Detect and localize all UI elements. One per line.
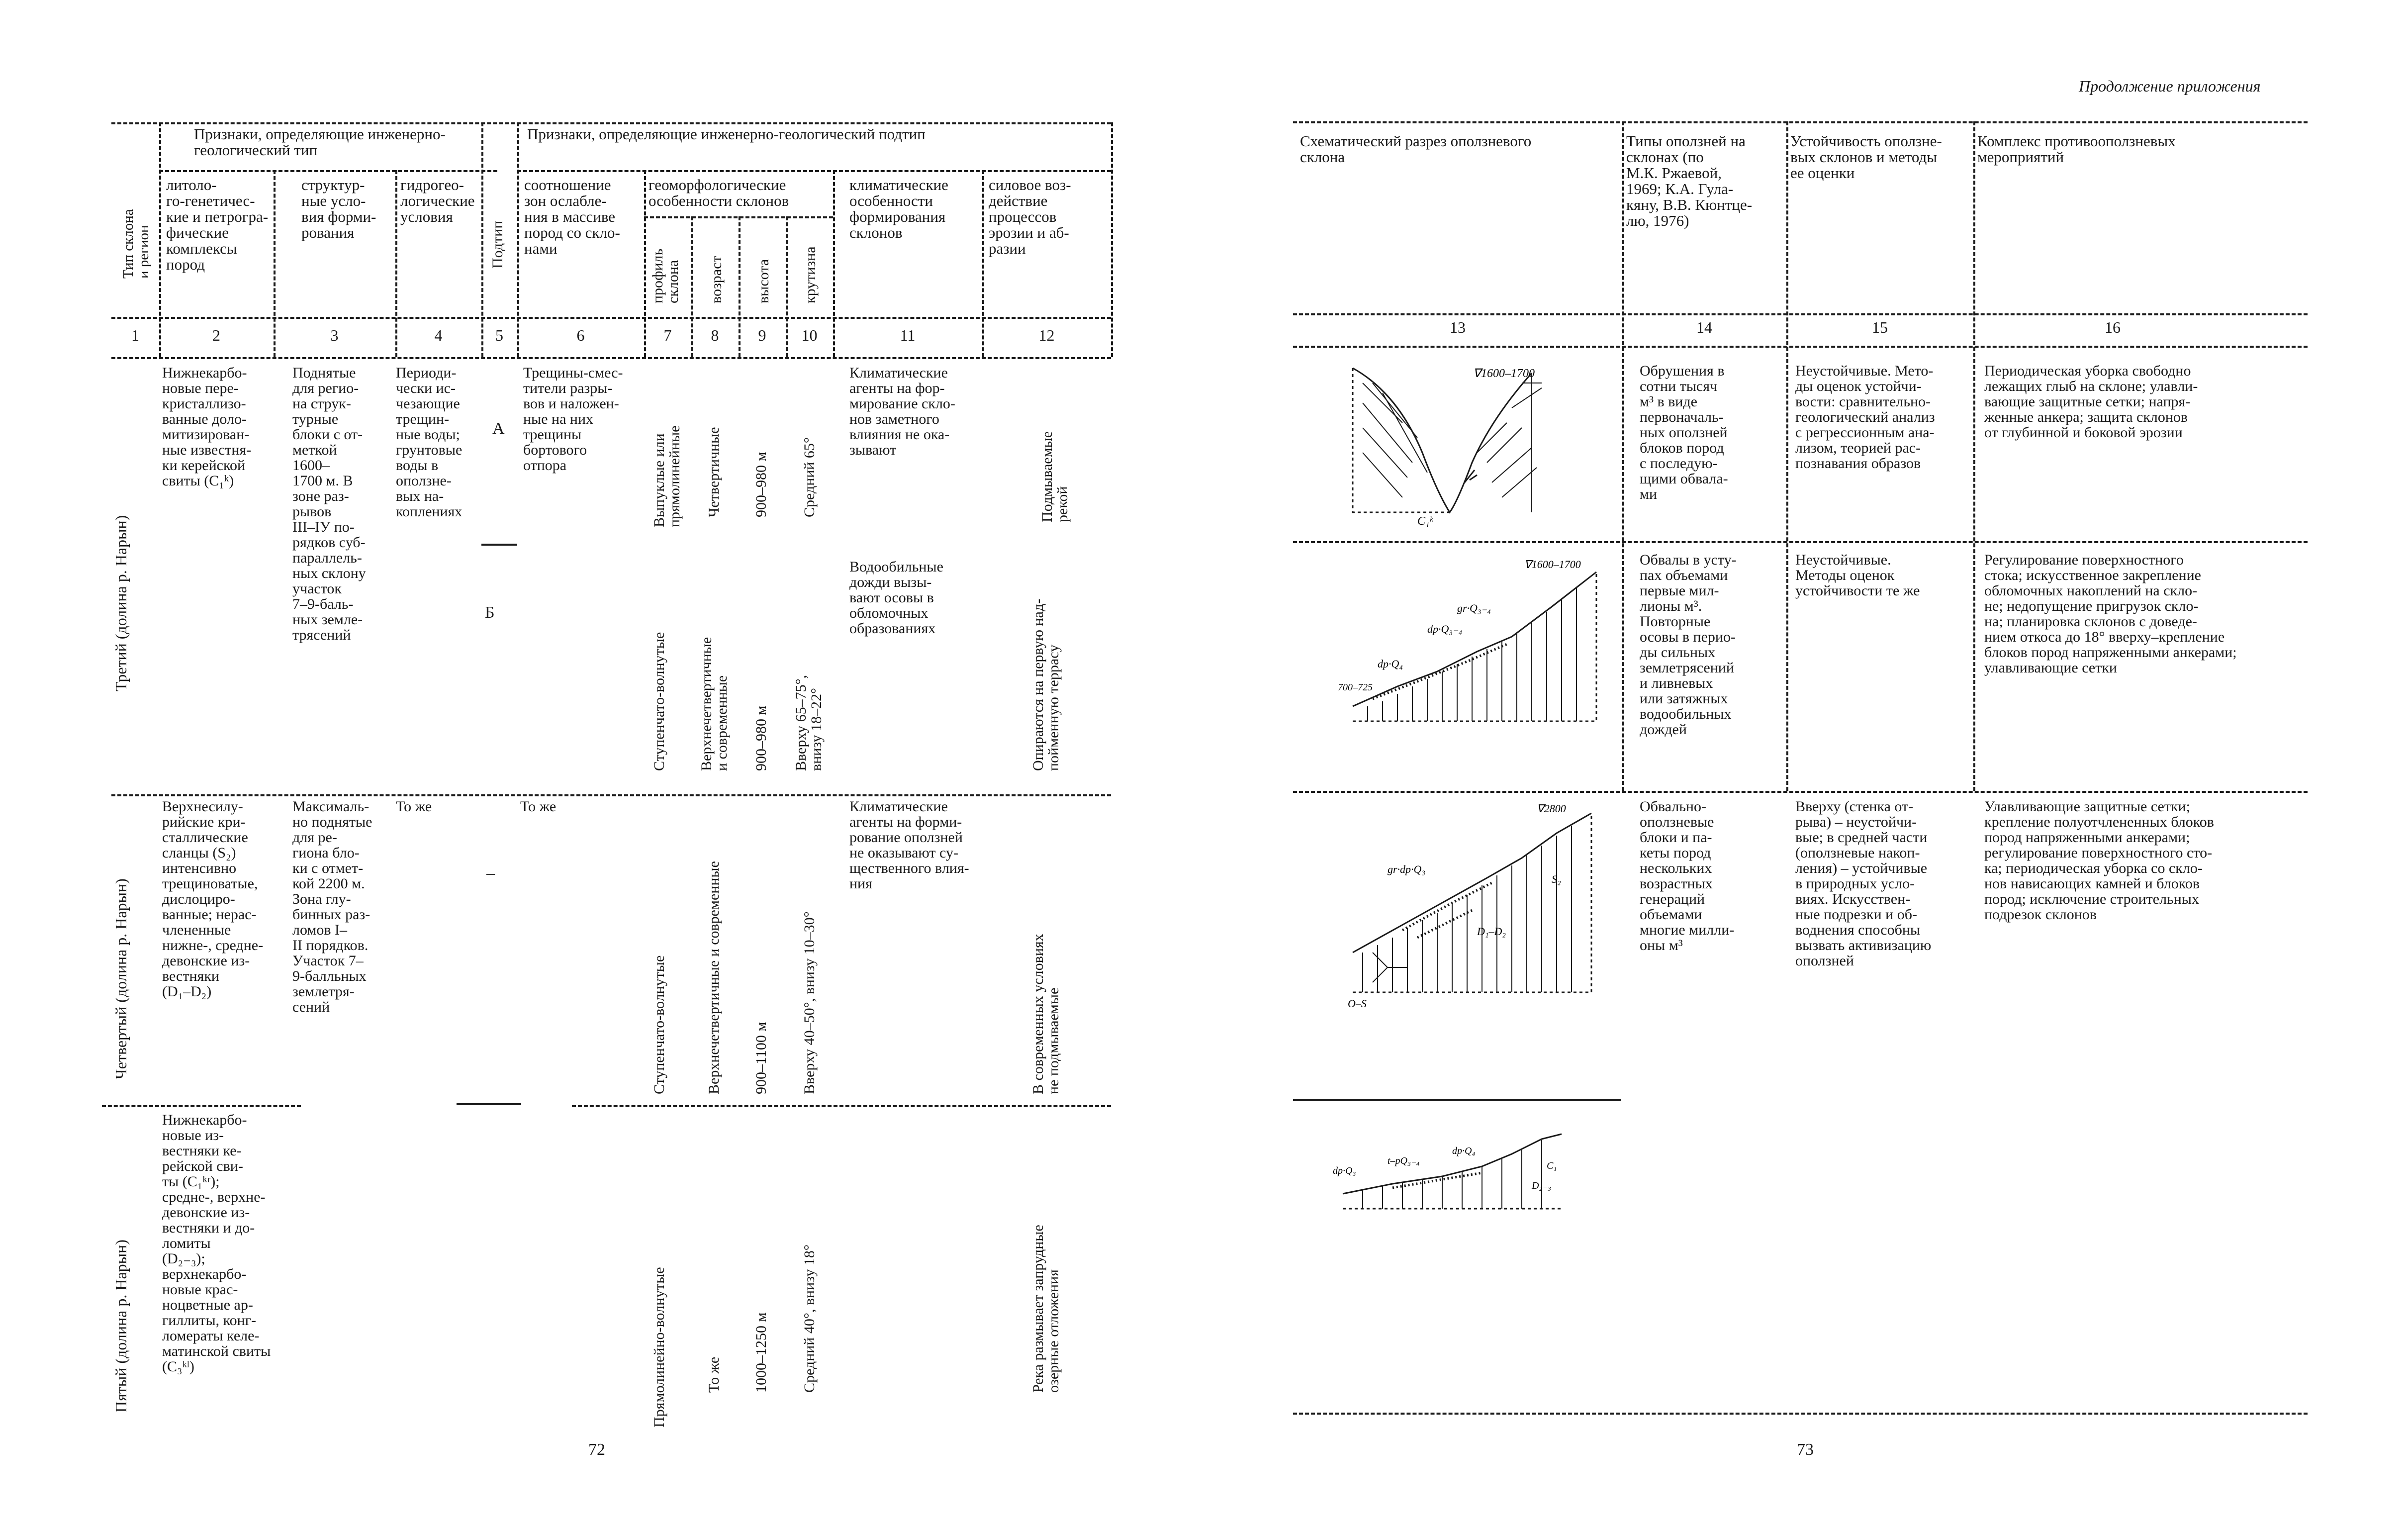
sketch3-label-top: ∇2800	[1537, 803, 1566, 815]
row3-type: Третий (долина р. Нарын)	[112, 515, 130, 691]
col-number-5: 5	[495, 326, 503, 344]
row3-b-erosion: Опираются на первую над- пойменную террасу	[1030, 598, 1062, 771]
header-col1: Тип склона и регион	[120, 209, 152, 279]
subtype-divider	[481, 544, 517, 546]
row4-structure: Максималь- но поднятые для ре- гиона бло- ки с отмет- кой 2200 м. Зона глу- бинных раз- ломов I– II порядков. Участок 7– 9-балльных землетря- сений	[292, 798, 372, 1015]
slope-section-sketch-4	[1333, 1129, 1572, 1214]
r-col-number-16: 16	[2105, 318, 2121, 336]
header-top-line	[111, 122, 1111, 124]
header-col4: гидрогео- логические условия	[400, 176, 475, 225]
sketch2-label-geo1: gr·Q₃₋₄	[1457, 602, 1491, 614]
row3-hydro: Периоди- чески ис- чезающие трещин- ные воды; грунтовые воды в оползне- вых на- коплениях	[396, 365, 463, 520]
row3-b-age: Верхнечетвертичные и современные	[698, 637, 730, 771]
group1-divider	[159, 170, 497, 172]
header-group2: Признаки, определяющие инженерно-геологический подтип	[527, 125, 926, 143]
r-row1-types: Обрушения в сотни тысяч м³ в виде первоначаль- ных оползней блоков пород с последую- щими обвала- ми	[1640, 363, 1728, 502]
sketch2-label-geo2: dp·Q₃₋₄	[1427, 623, 1463, 635]
row3-lithology: Нижнекарбо- новые пере- кристаллизо- ванные доло- митизирован- ные известня- ки керейской свиты (C₁ᵏ)	[162, 365, 252, 489]
row3-structure: Поднятые для регио- на струк- турные блоки с от- меткой 1600– 1700 м. В зоне раз- рывов III–IУ по- рядков суб- параллель- ных склону участок 7–9-баль- ных земле- трясений	[292, 365, 366, 643]
col-number-10: 10	[801, 326, 818, 344]
col-number-6: 6	[576, 326, 585, 344]
col-number-4: 4	[434, 326, 443, 344]
header-group1: Признаки, определяющие инженерно- геологический тип	[194, 125, 446, 159]
sketch1-label-bottom: C₁ᵏ	[1417, 515, 1433, 527]
r-col-number-14: 14	[1696, 318, 1712, 336]
row4-climate: Климатические агенты на форми- рование оползней не оказывают су- щественного влия- ния	[849, 798, 969, 892]
row4-subtype: –	[486, 864, 495, 882]
header-geo-group: геоморфологические особенности склонов	[648, 176, 789, 209]
sketch3-label-geo4: O–S	[1348, 997, 1367, 1010]
row3-a-age: Четвертичные	[706, 427, 722, 517]
row4-profile: Ступенчато-волнутые	[651, 955, 667, 1094]
r-numbers-bottom-line	[1293, 346, 2308, 348]
header-col10: крутизна	[802, 246, 819, 303]
row3-subtype-b: Б	[485, 603, 495, 622]
r-col-number-15: 15	[1872, 318, 1888, 336]
row3-b-steep: Вверху 65–75°, внизу 18–22°	[793, 674, 825, 771]
continuation-title: Продолжение приложения	[2079, 77, 2261, 95]
header-col2: литоло- го-генетичес- кие и петрогра- фические комплексы пород	[166, 176, 269, 273]
col-number-11: 11	[900, 326, 916, 344]
row3-a-profile: Выпуклые или прямолинейные	[651, 425, 683, 527]
row3-subtype-a: А	[492, 419, 505, 438]
r-header-col15: Устойчивость оползне- вых склонов и методы ее оценки	[1790, 132, 1942, 182]
row4-bottom-line-b	[457, 1103, 521, 1105]
r-row3-bottom-line	[1293, 1099, 1621, 1101]
v-col-12	[1111, 122, 1113, 357]
row3-b-height: 900–980 м	[753, 705, 769, 771]
row4-age: Верхнечетвертичные и современные	[706, 861, 722, 1094]
row3-a-height: 900–980 м	[753, 452, 769, 517]
r-row2-bottom-line	[1293, 791, 2308, 793]
sketch3-label-geo3: D₁–D₂	[1477, 925, 1506, 938]
col-number-8: 8	[711, 326, 719, 344]
header-col9: высота	[755, 259, 772, 303]
slope-section-sketch-3	[1343, 803, 1606, 1017]
col-number-12: 12	[1038, 326, 1055, 344]
header-col8: возраст	[708, 256, 725, 303]
r-v-col-15	[1973, 121, 1975, 791]
row3-a-erosion: Подмываемые рекой	[1039, 431, 1071, 522]
row3-bottom-line	[111, 794, 1111, 796]
row3-b-profile: Ступенчато-волнутые	[651, 632, 667, 771]
r-row3-measures: Улавливающие защитные сетки; крепление полуотчлененных блоков пород напряженными анкерами; регулирование поверхностного сто- ка; периодическая уборка со скло- нов нависающих камней и блоков пород; исключение строительных подрезок склонов	[1984, 798, 2214, 923]
r-header-col16: Комплекс противооползневых мероприятий	[1977, 132, 2176, 166]
r-page-bottom-line	[1293, 1413, 2308, 1415]
r-row2-types: Обвалы в усту- пах объемами первые мил- лионы м³. Повторные осовы в перио- ды сильных землетрясений и ливневых или затяжных водообильных дождей	[1640, 552, 1737, 738]
row4-hydro: То же	[396, 798, 432, 815]
v-col-4	[481, 122, 483, 357]
r-v-col-14	[1786, 121, 1788, 791]
sketch4-label-geo2: t–pQ₃₋₄	[1388, 1155, 1420, 1166]
sketch3-label-geo1: gr·dp·Q₃	[1388, 863, 1426, 875]
header-col6: соотношение зон ослабле- ния в массиве пород со скло- нами	[524, 176, 620, 257]
r-row2-stability: Неустойчивые. Методы оценок устойчивости те же	[1795, 552, 1920, 599]
page-number-right: 73	[1797, 1440, 1814, 1459]
row4-bottom-line-c	[572, 1105, 1111, 1107]
sketch4-label-geo3: dp·Q₄	[1452, 1145, 1476, 1156]
header-col3: структур- ные усло- вия форми- рования	[301, 176, 376, 241]
row5-lithology: Нижнекарбо- новые из- вестняки ке- рейской сви- ты (C₁ᵏʳ); средне-, верхне- девонские из- вестняки и до- ломиты (D₂₋₃); верхнекарбо- новые крас- ноцветные ар- гиллиты, конг- ломераты келе- матинской свиты (C₃ᵏˡ)	[162, 1112, 271, 1375]
row5-height: 1000–1250 м	[753, 1312, 769, 1393]
sketch3-label-geo2: S₂	[1552, 873, 1561, 885]
slope-section-sketch-1	[1343, 363, 1557, 527]
v-col-1	[159, 122, 161, 357]
sketch4-label-geo4: C₁	[1547, 1160, 1557, 1171]
numbers-bottom-line	[111, 357, 1111, 359]
col-number-9: 9	[758, 326, 766, 344]
slope-section-sketch-2	[1338, 557, 1616, 746]
r-row1-measures: Периодическая уборка свободно лежащих глыб на склоне; улавли- вающие защитные сетки; напря- женные анкера; защита склонов от глубинной и боковой эрозии	[1984, 363, 2198, 441]
r-row3-stability: Вверху (стенка от- рыва) – неустойчи- вые; в средней части (оползневые накоп- ления) – устойчивые в природных усло- виях. Искусствен- ные подрезки и об- воднения способны вызвать активизацию оползней	[1795, 798, 1932, 969]
row5-age: То же	[706, 1356, 722, 1393]
sketch2-label-top: ∇1600–1700	[1524, 558, 1581, 571]
sketch4-label-geo1: dp·Q₃	[1333, 1165, 1356, 1176]
header-col12: силовое воз- действие процессов эрозии и аб- разии	[989, 176, 1071, 257]
col-number-2: 2	[212, 326, 220, 344]
r-header-bottom-line	[1293, 313, 2308, 315]
header-col5: Подтип	[489, 220, 506, 269]
r-header-col14: Типы оползней на склонах (по М.К. Ржаевой, 1969; К.А. Гула- кяну, В.В. Кюнтце- лю, 1976)	[1626, 132, 1753, 229]
r-col-number-13: 13	[1450, 318, 1466, 336]
row4-bottom-line-a	[102, 1105, 301, 1107]
row4-erosion: В современных условиях не подмываемые	[1030, 934, 1062, 1094]
col-number-7: 7	[663, 326, 672, 344]
r-row1-bottom-line	[1293, 541, 2308, 543]
r-row1-stability: Неустойчивые. Мето- ды оценок устойчи- вости: сравнительно- геологический анализ с регрессионным ана- лизом, теорией рас- познавания образов	[1795, 363, 1935, 472]
r-header-top-line	[1293, 121, 2308, 123]
sketch4-label-geo5: D₂₋₃	[1532, 1180, 1551, 1191]
sketch2-label-left: 700–725	[1338, 682, 1373, 693]
group2-divider	[517, 170, 1111, 172]
row4-type: Четвертый (долина р. Нарын)	[112, 878, 130, 1079]
row5-erosion: Река размывает запрудные озерные отложения	[1030, 1225, 1062, 1393]
header-col7: профиль склона	[649, 248, 681, 303]
r-header-col13: Схематический разрез оползневого склона	[1300, 132, 1532, 166]
row4-steep: Вверху 40–50°, внизу 10–30°	[801, 911, 818, 1094]
row3-b-climate: Водообильные дожди вызы- вают осовы в обломочных образованиях	[849, 559, 943, 637]
sketch2-label-geo3: dp·Q₄	[1378, 658, 1403, 670]
r-v-col-13	[1622, 121, 1624, 791]
row4-zones: То же	[520, 798, 556, 815]
col-number-3: 3	[330, 326, 339, 344]
header-col11: климатические особенности формирования склонов	[849, 176, 948, 241]
col-number-1: 1	[131, 326, 139, 344]
row5-steep: Средний 40°, внизу 18°	[801, 1244, 818, 1393]
sketch1-label-top: ∇1600–1700	[1473, 367, 1535, 380]
r-row3-types: Обвально- оползневые блоки и па- кеты пород нескольких возрастных генераций объемами многие милли- оны м³	[1640, 798, 1735, 954]
row3-a-climate: Климатические агенты на фор- мирование скло- нов заметного влияния не ока- зывают	[849, 365, 955, 458]
row5-profile: Прямолинейно-волнутые	[651, 1267, 667, 1428]
row4-lithology: Верхнесилу- рийские кри- сталлические сланцы (S₂) интенсивно трещиноватые, дислоциро- ванные; нерас- члененные нижне-, средне- девонские из- вестняки (D₁–D₂)	[162, 798, 264, 1000]
page-number-left: 72	[588, 1440, 605, 1459]
v-col-5	[517, 122, 519, 357]
row5-type: Пятый (долина р. Нарын)	[112, 1240, 130, 1413]
row4-height: 900–1100 м	[753, 1022, 769, 1094]
row3-zones: Трещины-смес- тители разры- вов и наложен- ные на них трещины бортового отпора	[523, 365, 623, 474]
row3-a-steep: Средний 65°	[801, 437, 818, 517]
header-bottom-line	[111, 317, 1111, 319]
r-row2-measures: Регулирование поверхностного стока; искусственное закрепление обломочных накоплений на скло- не; недопущение пригрузок скло- на; планировка склонов с доведе- нием откоса до 18° вверху–крепление блоков пород напряженными анкерами; улавливающие сетки	[1984, 552, 2237, 676]
